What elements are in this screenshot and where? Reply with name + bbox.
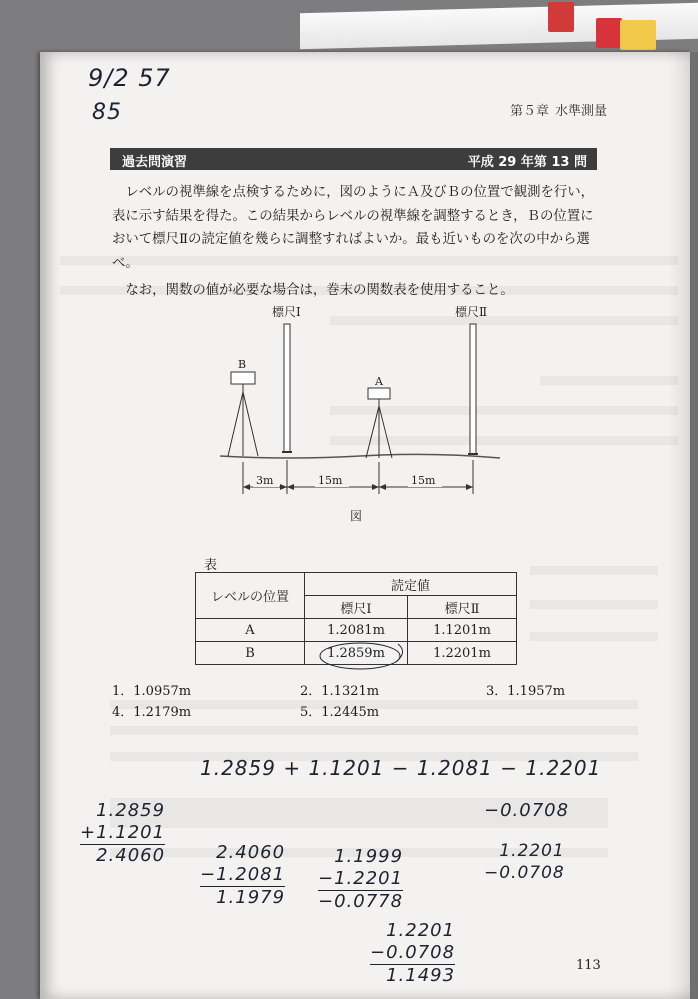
chapter-header [510, 100, 607, 119]
red-tab [548, 2, 574, 32]
handwritten-sum: 1.2859 +1.1201 2.4060 [80, 800, 166, 866]
figure-caption: 図 [350, 509, 363, 523]
option-4: 4．1.2179m [112, 705, 192, 720]
level-diagram [200, 298, 530, 530]
exam-year-label: 平成 29 年第 13 問 [467, 155, 587, 170]
position-cell: A [196, 619, 305, 642]
chapter-number: 第５章 [510, 104, 550, 119]
staff-2 [470, 324, 476, 454]
question-note: なお，関数の値が必要な場合は，巻末の関数表を使用すること。 [112, 283, 514, 298]
staff-2-label: 標尺Ⅱ [455, 305, 488, 319]
dimension-15m-left: 15m [318, 474, 343, 487]
handwritten-sub-1: 2.4060 −1.2081 1.1979 [200, 842, 286, 908]
pen-circle [310, 632, 430, 672]
staff-1-cell: 1.2081m [305, 619, 408, 642]
staff-2-cell: 1.2201m [408, 642, 517, 665]
staff-1-label: 標尺Ⅰ [272, 305, 301, 319]
question-text [112, 181, 602, 303]
question-line: レベルの視準線を点検するために，図のようにＡ及びＢの位置で観測を行い， [112, 185, 595, 200]
section-title: 過去問演習 [122, 155, 188, 170]
question-line: べ。 [112, 255, 139, 271]
staff-1-cell: 1.2859m [305, 642, 408, 665]
option-5: 5．1.2445m [300, 705, 380, 720]
option-2: 2．1.1321m [300, 684, 380, 699]
level-a-label: A [375, 375, 383, 388]
option-1: 1．1.0957m [112, 684, 192, 699]
handwritten-sub-2: 1.1999 −1.2201 −0.0778 [318, 846, 404, 912]
handwritten-date: 9/2 57 [88, 64, 171, 92]
header-position: レベルの位置 [196, 573, 305, 619]
level-b-label: B [238, 358, 247, 371]
level-b-instrument [228, 372, 258, 456]
handwritten-side-value: −0.0708 [484, 800, 570, 821]
dimension-3m: 3m [256, 474, 274, 487]
position-cell: B [196, 642, 305, 665]
staff-2-cell: 1.1201m [408, 619, 517, 642]
handwritten-score: 85 [92, 100, 122, 125]
question-line: おいて標尺Ⅱの読定値を幾らに調整すればよいか。最も近いものを次の中から選 [112, 232, 590, 247]
handwritten-side-calc: 1.2201 −0.0708 [484, 841, 565, 883]
header-reading: 読定値 [305, 573, 517, 596]
ground-line [220, 454, 500, 458]
staff-1 [284, 324, 290, 452]
red-tab [596, 18, 622, 48]
question-line: 表に示す結果を得た。この結果からレベルの視準線を調整するとき，Ｂの位置に [112, 208, 594, 224]
level-a-instrument [366, 388, 392, 458]
page-number: 113 [576, 958, 601, 973]
chapter-title: 水準測量 [555, 104, 608, 119]
handwritten-equation: 1.2859 + 1.1201 − 1.2081 − 1.2201 [200, 756, 602, 780]
table-label: 表 [204, 558, 218, 573]
handwritten-final: 1.2201 −0.0708 1.1493 [370, 920, 456, 986]
section-bar [110, 148, 597, 170]
option-3: 3．1.1957m [486, 684, 566, 699]
dimension-15m-right: 15m [411, 474, 436, 487]
header-staff-2: 標尺Ⅱ [408, 596, 517, 619]
header-staff-1: 標尺Ⅰ [305, 596, 408, 619]
yellow-tab [620, 20, 656, 50]
